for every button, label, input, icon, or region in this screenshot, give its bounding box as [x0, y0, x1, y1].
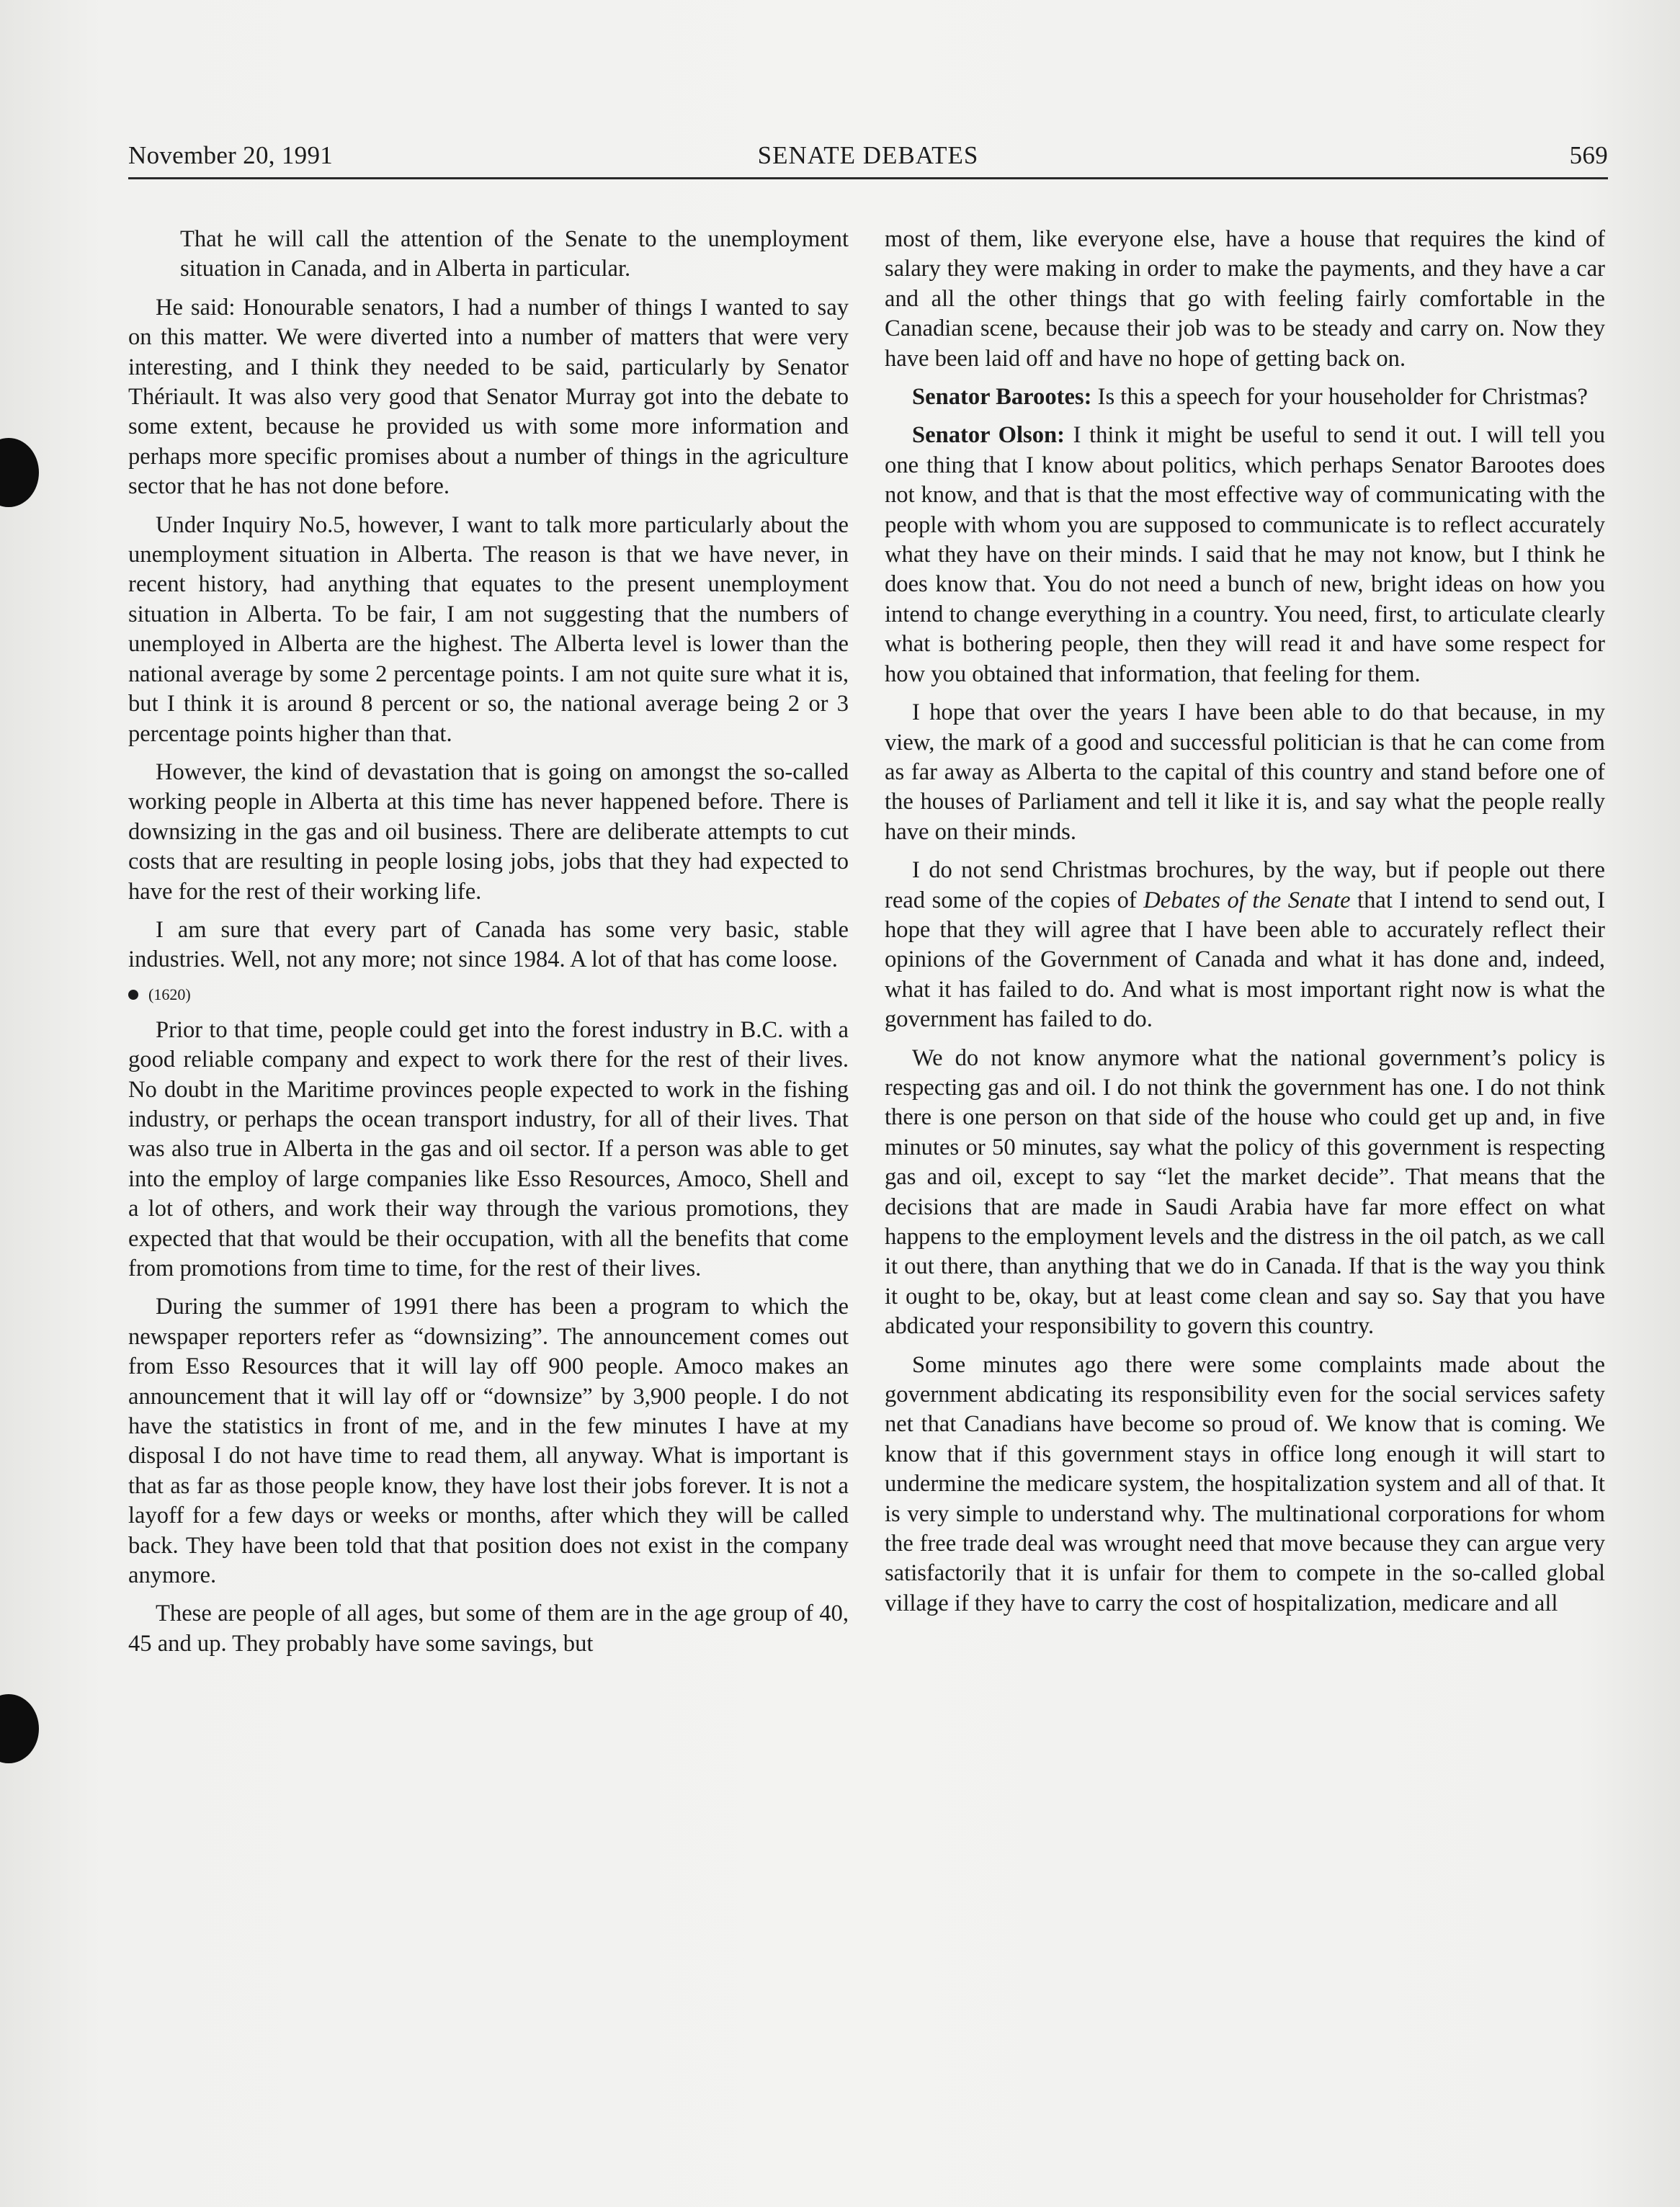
paragraph: I am sure that every part of Canada has some very basic, stable industries. Well, not any more; not since 1984. A lot of that has come loose. — [128, 916, 849, 973]
speaker-name: Senator Barootes: — [912, 384, 1092, 411]
paragraph: Some minutes ago there were some complaints made about the government abdicating its responsibility even for the social services safety net that Canadians have become so proud of. We know that is coming. We know that if this government stays in office long enough it will start to undermine the medicare system, the hospitalization system and all of that. It is very simple to understand why. The multinational corporations for whom the free trade deal was wrought need that move because they can argue very satisfactorily that it is unfair for them to compete in the so-called global village if they have to carry the cost of hospitalization, medicare and all — [885, 1351, 1605, 1616]
header-date: November 20, 1991 — [128, 141, 334, 169]
paragraph: During the summer of 1991 there has been a program to which the newspaper reporters refer as “downsizing”. The announcement comes out from Esso Resources that it will lay off 900 people. Amoco makes an announcement that it will lay off or “downsize” by 3,900 people. I do not have the statistics in front of me, and in the few minutes I have at my disposal I do not have time to read them, all anyway. What is important is that as far as those people know, they have lost their jobs forever. It is not a layoff for a few days or weeks or months, after which they will be called back. They have been told that that position does not exist in the company anymore. — [128, 1294, 849, 1589]
paragraph: most of them, like everyone else, have a house that requires the kind of salary they were making in order to make the payments, and they have a car and all the other things that go with feeling fairly comfortable in the Canadian scene, because their job was to be steady and carry on. Now they have been laid off and have no hope of getting back on. — [885, 226, 1605, 372]
speaker-text: Is this a speech for your householder for Christmas? — [1091, 384, 1588, 411]
header-title: SENATE DEBATES — [757, 141, 979, 169]
time-marker-label: (1620) — [148, 985, 191, 1003]
paragraph: However, the kind of devastation that is going on amongst the so-called working people in Alberta at this time has never happened before. There is downsizing in the gas and oil business. There are deliberate attempts to cut costs that are resulting in people losing jobs, jobs that they had expected to have for the rest of their working life. — [128, 758, 849, 905]
paragraph: Prior to that time, people could get into the forest industry in B.C. with a good reliable company and expect to work there for the rest of their lives. No doubt in the Maritime provinces people expected to work in the fishing industry, or perhaps the ocean transport industry, for all of their lives. That was also true in Alberta in the gas and oil sector. If a person was able to get into the employ of large companies like Esso Resources, Amoco, Shell and a lot of others, and work their way through the various promotions, they expected that that would be their occupation, with all the benefits that come from promotions from time to time, for the rest of their lives. — [128, 1016, 849, 1281]
page-number: 569 — [1569, 141, 1608, 169]
paragraph: He said: Honourable senators, I had a number of things I wanted to say on this matter. We were diverted into a number of matters that were very interesting, and I think they needed to be said, particularly by Senator Thériault. It was also very good that Senator Murray got into the debate to some extent, because he provided us with some more information and perhaps more specific promises about a number of things in the agriculture sector that he has not done before. — [128, 294, 849, 500]
right-column — [885, 225, 1605, 1627]
paragraph-text: that I intend to send out, I hope that they will agree that I have been able to accurately reflect their opinions of the Government of Canada and what it has done and, indeed, what it has failed to do. And what is most important right now is what the government has failed to do. — [885, 887, 1605, 1033]
paragraph: We do not know anymore what the national government’s policy is respecting gas and oil. I do not think the government has one. I do not think there is one person on that side of the house who could get up and, in five minutes or 50 minutes, say what the policy of this government is respecting gas and oil, except to say “let the market decide”. That means that the decisions that are made in Saudi Arabia have far more effect on what happens to the employment levels and the distress in the oil patch, as we call it out there, than anything that we do in Canada. If that is the way you think it ought to be, okay, but at least come clean and say so. Say that you have abdicated your responsibility to govern this country. — [885, 1044, 1605, 1340]
paragraph: Under Inquiry No.5, however, I want to talk more particularly about the unemployment situation in Alberta. The reason is that we have never, in recent history, had anything that equates to the present unemployment situation in Alberta. To be fair, I am not suggesting that the numbers of unemployed in Alberta are the highest. The Alberta level is lower than the national average by some 2 percentage points. I am not quite sure what it is, but I think it is around 8 percent or so, the national average being 2 or 3 percentage points higher than that. — [128, 511, 849, 747]
speaker-paragraph — [885, 421, 1605, 689]
paragraph: These are people of all ages, but some of them are in the age group of 40, 45 and up. They probably have some savings, but — [128, 1601, 849, 1657]
speaker-text: I think it might be useful to send it out. I will tell you one thing that I know about politics, which perhaps Senator Barootes does not know, and that is that the most effective way of communicating with the people with whom you are supposed to communicate is to reflect accurately what they have on their minds. I said that he may not know, but I think he does know that. You do not need a bunch of new, bright ideas on how you intend to change everything in a country. You need, first, to articulate clearly what is bothering people, then they will read it and have some respect for how you obtained that information, that feeling for them. — [885, 422, 1605, 687]
paragraph — [885, 856, 1605, 1034]
speaker-paragraph — [885, 382, 1605, 412]
binder-hole-bottom — [0, 1694, 39, 1763]
inquiry-quote: That he will call the attention of the Senate to the unemployment situation in Canada, and in Alberta in particular. — [180, 226, 849, 282]
page-header — [128, 138, 1608, 179]
bullet-icon — [128, 990, 138, 1000]
publication-title: Debates of the Senate — [1143, 887, 1351, 913]
left-column — [128, 225, 849, 1667]
speaker-name: Senator Olson: — [912, 422, 1065, 449]
paragraph: I hope that over the years I have been able to do that because, in my view, the mark of a good and successful politician is that he can come from as far away as Alberta to the capital of this country and stand before one of the houses of Parliament and tell it like it is, and say what the people really have on their minds. — [885, 699, 1605, 845]
paragraph-text: I do not send Christmas brochures, by the way, but if people out there read some of the copies of — [885, 857, 1605, 913]
binder-hole-top — [0, 438, 39, 507]
time-marker — [128, 984, 849, 1006]
